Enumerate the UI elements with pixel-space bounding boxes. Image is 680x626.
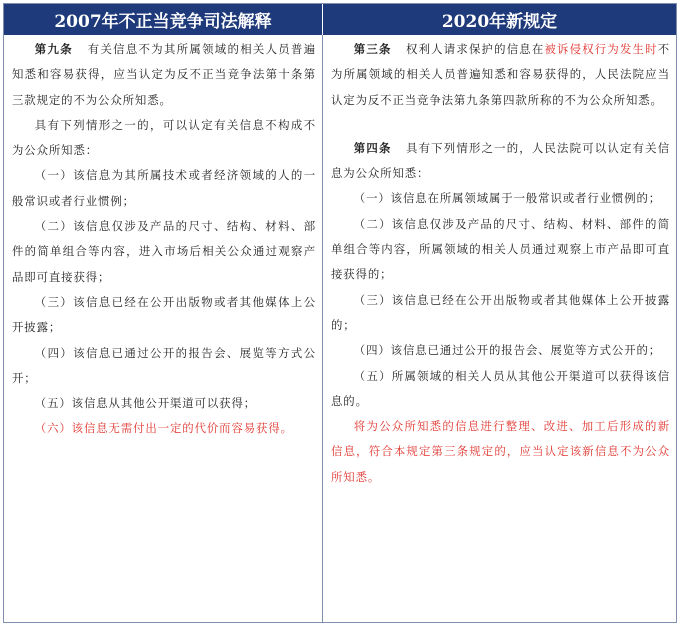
article-3-highlight: 被诉侵权行为发生时 bbox=[544, 42, 658, 56]
left-item-3: （三）该信息已经在公开出版物或者其他媒体上公开披露； bbox=[12, 294, 316, 335]
right-item-4: （四）该信息已通过公开的报告会、展览等方式公开的； bbox=[353, 343, 662, 358]
article-4-label: 第四条 bbox=[353, 140, 392, 155]
article-3-pre: 权利人请求保护的信息在 bbox=[406, 42, 545, 56]
header-2007: 2007年不正当竞争司法解释 bbox=[4, 4, 323, 35]
right-item-3: （三）该信息已经在公开出版物或者其他媒体上公开披露的； bbox=[331, 292, 670, 332]
spacer bbox=[331, 113, 670, 136]
left-item-2: （二）该信息仅涉及产品的尺寸、结构、材料、部件的简单组合等内容，进入市场后相关公众通过观察产品即可直接获得； bbox=[12, 219, 316, 284]
header-2020: 2020年新规定 bbox=[323, 4, 676, 35]
article-3-post: 不为所属领域的相关人员普遍知悉和容易获得的，人民法院应当认定为反不正当竞争法第九条第四款所称的不为公众所知悉。 bbox=[331, 42, 671, 107]
column-2007 bbox=[4, 35, 323, 622]
left-item-6-removed: （六）该信息无需付出一定的代价而容易获得。 bbox=[34, 421, 293, 436]
column-2020 bbox=[323, 35, 676, 622]
article-4-text: 具有下列情形之一的，人民法院可以认定有关信息为公众所知悉： bbox=[331, 140, 671, 181]
comparison-table bbox=[3, 3, 677, 623]
article-9-intro: 具有下列情形之一的，可以认定有关信息不构成不为公众所知悉： bbox=[12, 117, 316, 158]
article-9 bbox=[12, 37, 316, 113]
article-3 bbox=[331, 37, 670, 113]
article-4 bbox=[331, 136, 670, 187]
right-item-2: （二）该信息仅涉及产品的尺寸、结构、材料、部件的简单组合等内容，所属领域的相关人员通过观察上市产品即可直接获得的； bbox=[331, 216, 670, 282]
right-closing-new: 将为公众所知悉的信息进行整理、改进、加工后形成的新信息，符合本规定第三条规定的，应当认定该新信息不为公众所知悉。 bbox=[331, 419, 670, 484]
left-item-5: （五）该信息从其他公开渠道可以获得； bbox=[34, 396, 257, 411]
article-9-label: 第九条 bbox=[34, 42, 73, 56]
article-3-label: 第三条 bbox=[353, 42, 392, 56]
article-9-text: 有关信息不为其所属领域的相关人员普遍知悉和容易获得，应当认定为反不正当竞争法第十条第三款规定的不为公众所知悉。 bbox=[12, 42, 317, 107]
left-item-1: （一）该信息为其所属技术或者经济领域的人的一般常识或者行业惯例； bbox=[12, 168, 316, 208]
left-item-4: （四）该信息已通过公开的报告会、展览等方式公开； bbox=[12, 345, 316, 385]
right-item-1: （一）该信息在所属领域属于一般常识或者行业惯例的； bbox=[353, 191, 662, 206]
right-item-5: （五）所属领域的相关人员从其他公开渠道可以获得该信息的。 bbox=[331, 368, 670, 408]
